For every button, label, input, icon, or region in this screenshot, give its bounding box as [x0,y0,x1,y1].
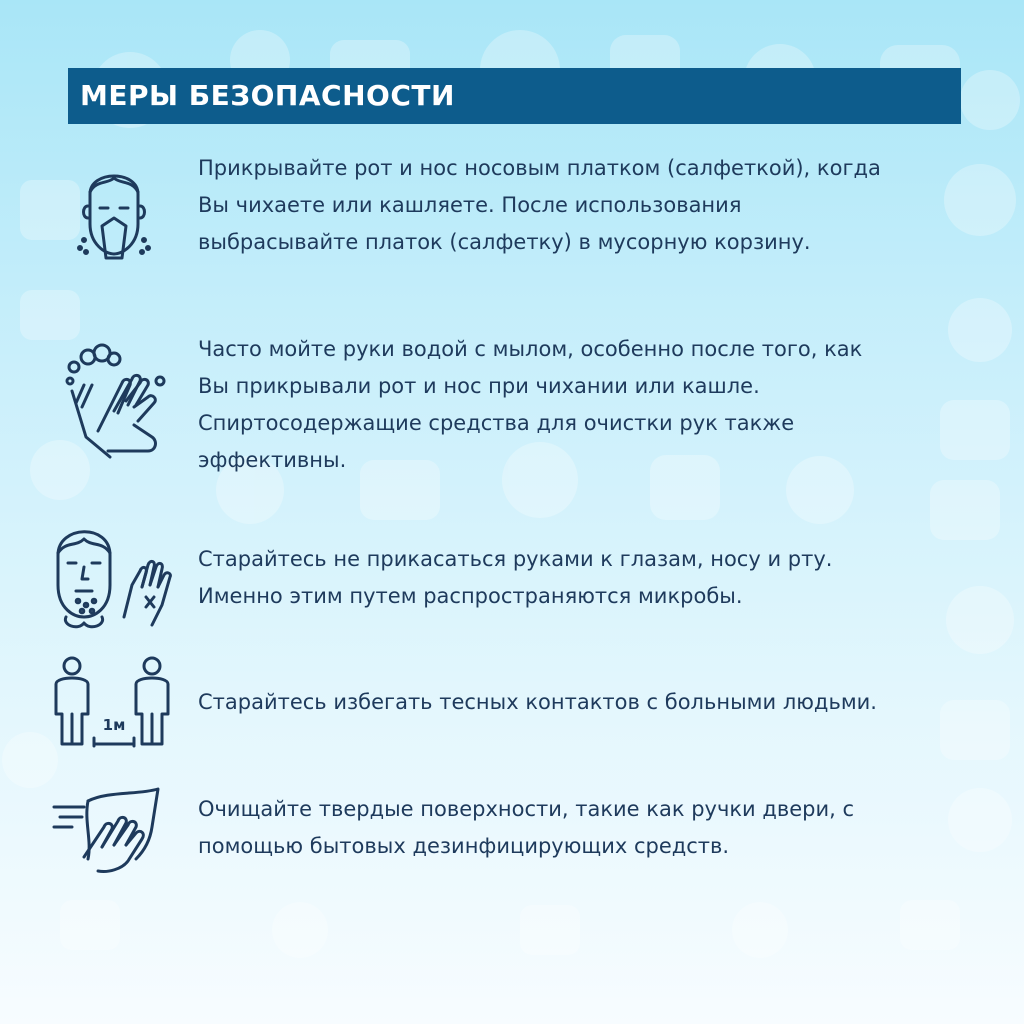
item-text [198,684,958,721]
item-line: Спиртосодержащие средства для очистки рук также [198,411,795,435]
item-line: Вы чихаете или кашляете. После использования [198,193,742,217]
item-line: Вы прикрывали рот и нос при чихании или кашле. [198,374,760,398]
item-text [198,791,958,865]
social-distance-icon [48,654,188,749]
item-text [198,150,958,261]
page-title: МЕРЫ БЕЗОПАСНОСТИ [80,79,455,112]
item-line: помощью бытовых дезинфицирующих средств. [198,834,730,858]
surface-wipe-icon [48,781,188,876]
face-tissue-sneeze-icon [48,154,188,264]
no-face-touch-icon [48,513,188,633]
item-text [198,541,958,615]
item-line: Старайтесь избегать тесных контактов с больными людьми. [198,690,877,714]
title-banner [68,68,961,124]
distance-label: 1м [102,716,126,734]
item-line: Именно этим путем распространяются микробы. [198,584,743,608]
item-line: Часто мойте руки водой с мылом, особенно после того, как [198,337,863,361]
item-line: выбрасывайте платок (салфетку) в мусорную корзину. [198,230,811,254]
hand-washing-icon [48,341,188,461]
item-line: эффективны. [198,448,347,472]
item-text [198,331,958,479]
item-line: Очищайте твердые поверхности, такие как ручки двери, с [198,797,855,821]
item-line: Прикрывайте рот и нос носовым платком (салфеткой), когда [198,156,881,180]
item-line: Старайтесь не прикасаться руками к глазам, носу и рту. [198,547,833,571]
